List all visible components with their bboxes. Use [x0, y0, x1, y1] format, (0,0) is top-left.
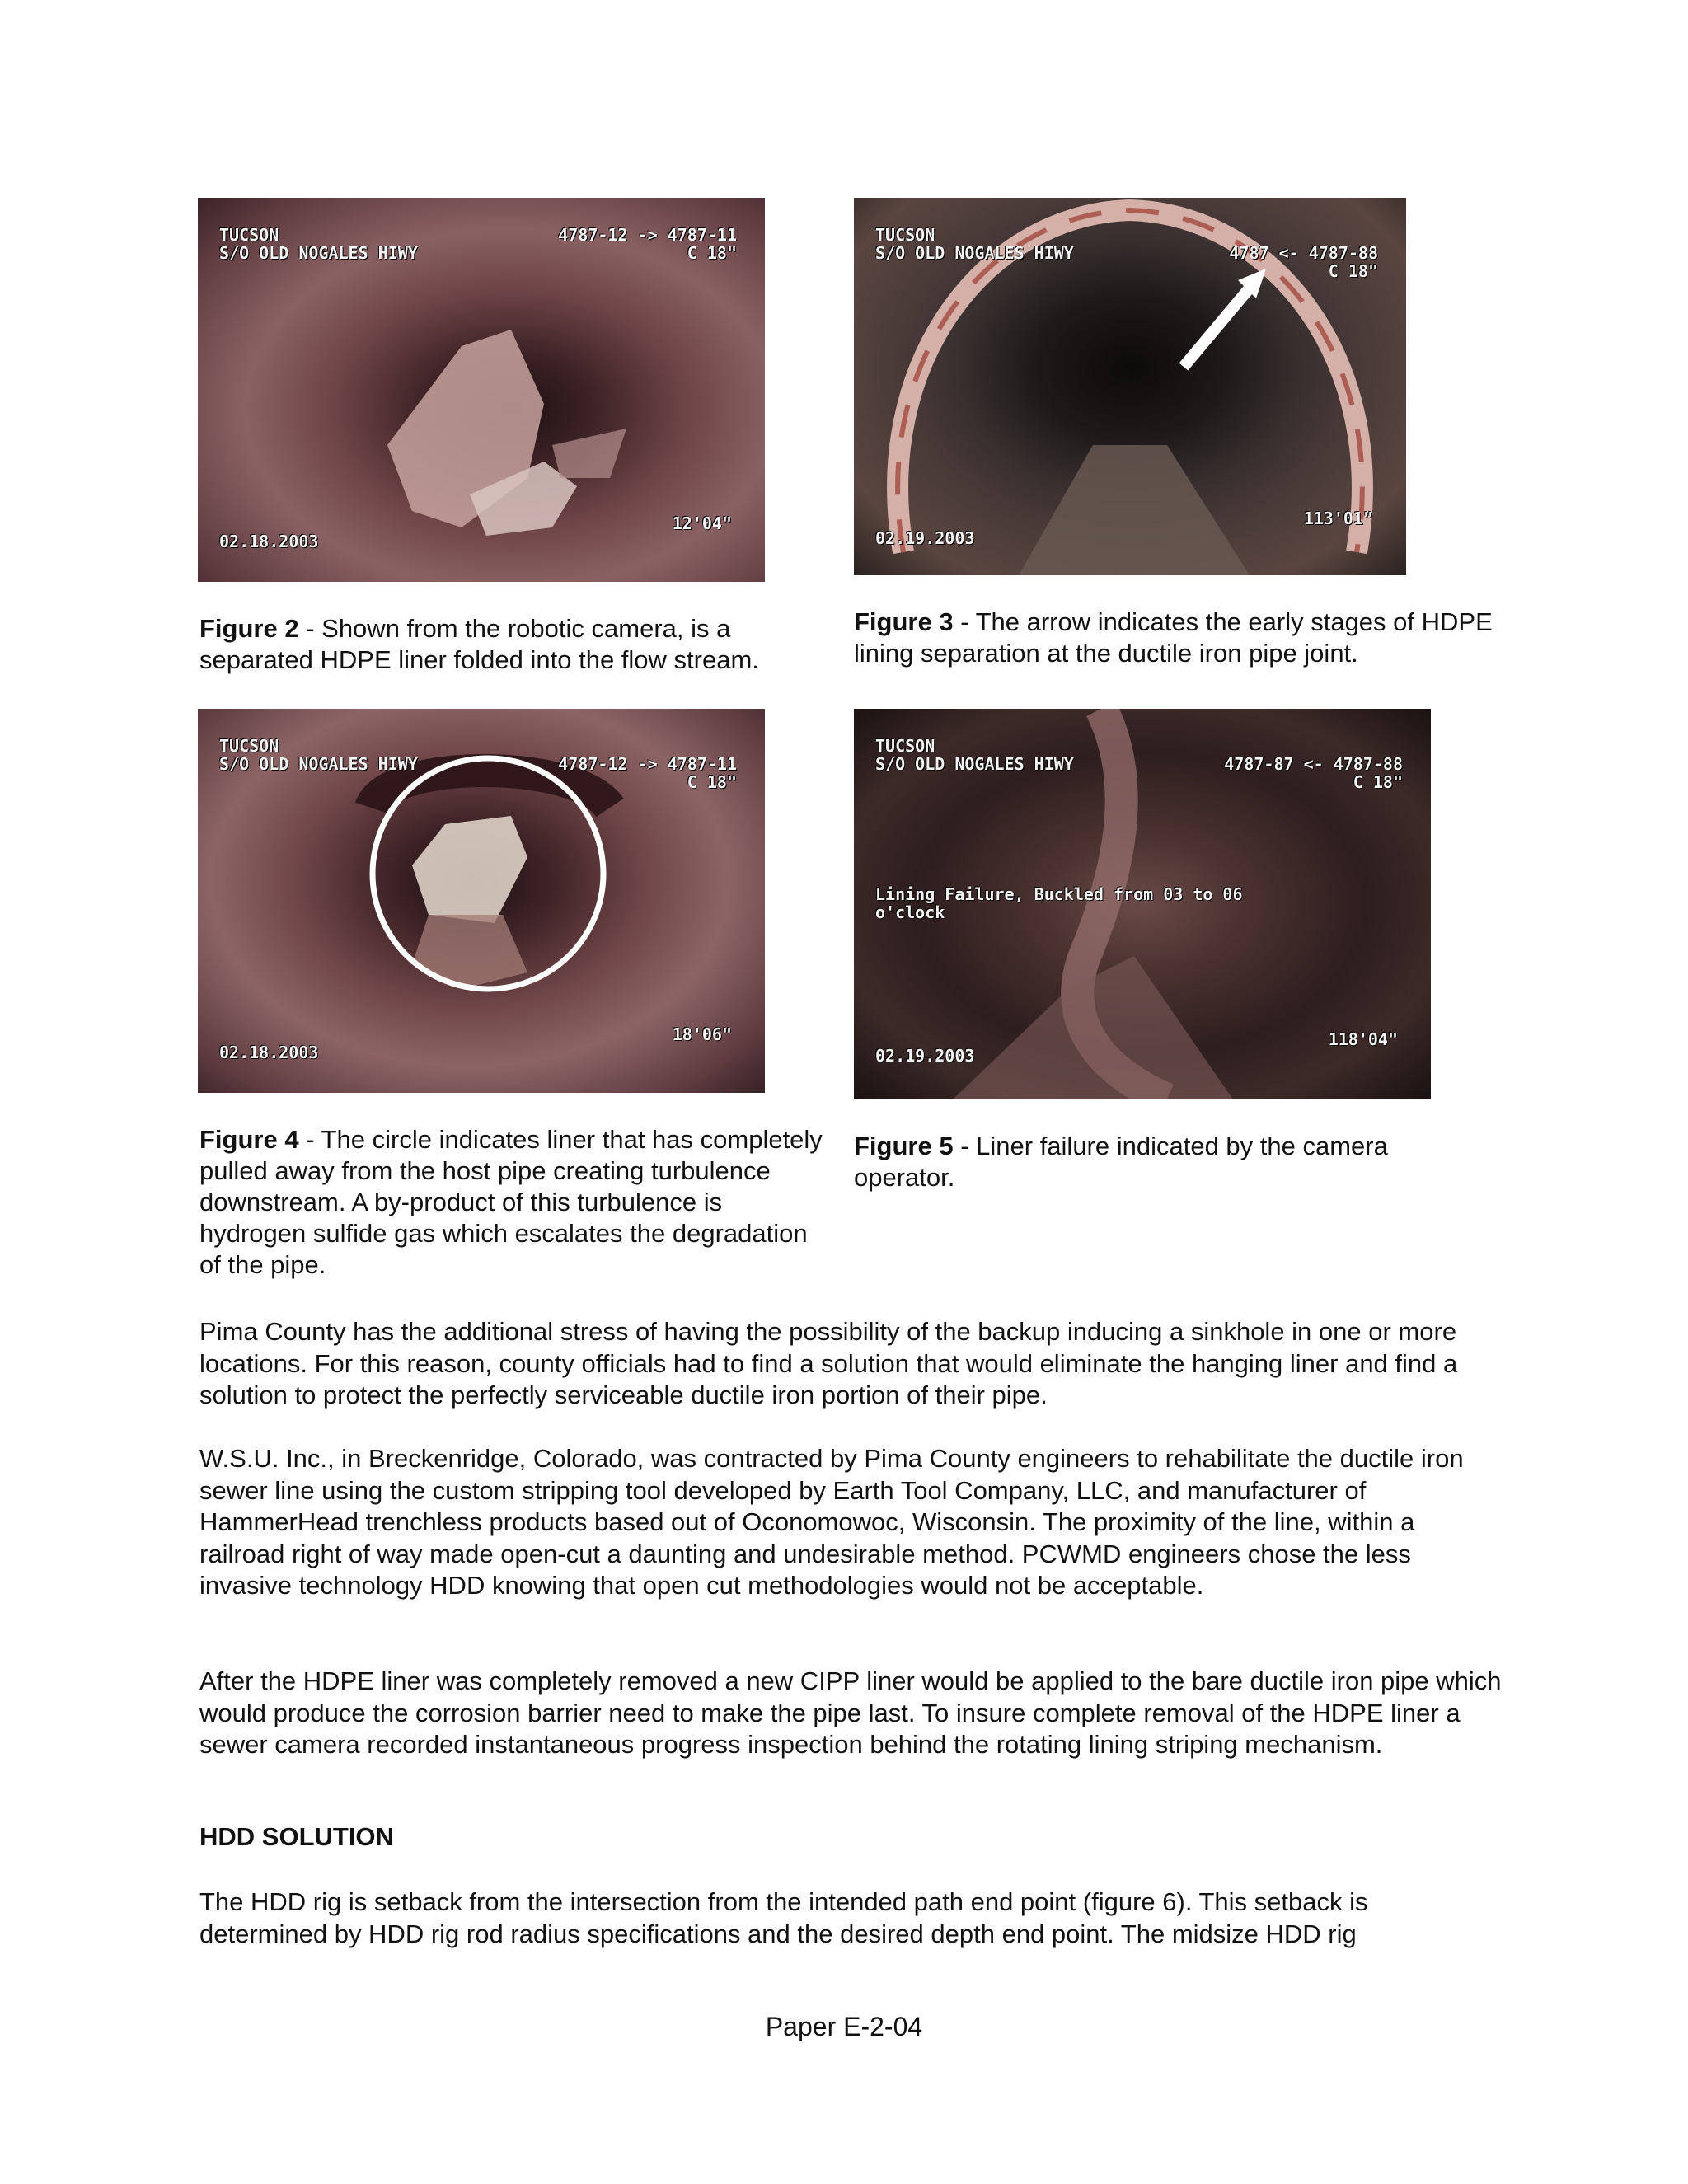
figure-4-osd-title: TUCSON S/O OLD NOGALES HIWY	[219, 736, 418, 774]
figure-5-osd-message: Lining Failure, Buckled from 03 to 06 o'clock	[875, 884, 1243, 922]
figure-4-osd-distance: 18'06"	[672, 1024, 732, 1044]
figure-4-caption	[199, 1124, 826, 1281]
figure-3-osd-nodes: 4787 <- 4787-88 C 18"	[1229, 243, 1378, 281]
figure-2-osd-date: 02.18.2003	[219, 532, 319, 551]
figure-3-osd-distance: 113'01"	[1303, 509, 1373, 528]
figure-2-osd-title: TUCSON S/O OLD NOGALES HIWY	[219, 225, 418, 263]
figure-2-label: Figure 2	[199, 614, 299, 643]
figure-5-osd-title: TUCSON S/O OLD NOGALES HIWY	[875, 736, 1074, 774]
figure-3-osd-title: TUCSON S/O OLD NOGALES HIWY	[875, 225, 1074, 263]
body-paragraph-1: Pima County has the additional stress of having the possibility of the backup inducing a sinkhole in one or more locations. For this reason, county officials had to find a solution that would eliminate the hanging liner and find a solution to protect the perfectly serviceable ductile iron portion of their pipe.	[199, 1317, 1458, 1409]
figure-4-osd-nodes: 4787-12 -> 4787-11 C 18"	[558, 754, 737, 792]
figure-4-photo	[198, 709, 765, 1093]
figure-2-photo	[198, 198, 765, 582]
figure-2-osd-nodes: 4787-12 -> 4787-11 C 18"	[558, 225, 737, 263]
figure-3-text: - The arrow indicates the early stages of HDPE lining separation at the ductile iron pipe joint.	[854, 607, 1493, 668]
body-paragraph-3: After the HDPE liner was completely removed a new CIPP liner would be applied to the bare ductile iron pipe which would produce the corrosion barrier need to make the pipe last. To insure complete removal of the HDPE liner a sewer camera recorded instantaneous progress inspection behind the rotating lining striping mechanism.	[199, 1666, 1502, 1759]
body-paragraph-2: W.S.U. Inc., in Breckenridge, Colorado, was contracted by Pima County engineers to rehabilitate the ductile iron sewer line using the custom stripping tool developed by Earth Tool Company, LLC, and manufacturer of HammerHead trenchless products based out of Oconomowoc, Wisconsin. The proximity of the line, within a railroad right of way made open-cut a daunting and undesirable method. PCWMD engineers chose the less invasive technology HDD knowing that open cut methodologies would not be acceptable.	[199, 1444, 1464, 1600]
arrow-shaft	[1184, 280, 1256, 367]
figure-3-osd-date: 02.19.2003	[875, 528, 975, 548]
figure-3-caption	[854, 607, 1505, 669]
figure-4-label: Figure 4	[199, 1125, 299, 1154]
figure-4-text: - The circle indicates liner that has completely pulled away from the host pipe creating turbulence downstream. A by-product of this turbulence is hydrogen sulfide gas which escalates the degradation of the pipe.	[199, 1125, 823, 1279]
figure-5-osd-distance: 118'04"	[1328, 1029, 1398, 1049]
figure-2-caption	[199, 613, 826, 676]
page-footer: Paper E-2-04	[765, 2012, 923, 2041]
figure-5-osd-nodes: 4787-87 <- 4787-88 C 18"	[1224, 754, 1403, 792]
figure-4-osd-date: 02.18.2003	[219, 1043, 319, 1062]
body-paragraph-4: The HDD rig is setback from the intersection from the intended path end point (figure 6). This setback is determined by HDD rig rod radius specifications and the desired depth end point. The midsize HDD rig	[199, 1887, 1368, 1948]
figure-5-osd-date: 02.19.2003	[875, 1046, 975, 1066]
figure-2-osd-distance: 12'04"	[672, 513, 732, 533]
figure-3-label: Figure 3	[854, 607, 954, 636]
figure-5-label: Figure 5	[854, 1132, 954, 1160]
figure-5-photo	[854, 709, 1431, 1099]
figure-5-text: - Liner failure indicated by the camera operator.	[854, 1132, 1388, 1192]
figure-3-photo	[854, 198, 1406, 575]
figure-2-text: - Shown from the robotic camera, is a separated HDPE liner folded into the flow stream.	[199, 614, 759, 674]
figure-5-caption	[854, 1131, 1480, 1193]
section-heading: HDD SOLUTION	[199, 1822, 394, 1851]
